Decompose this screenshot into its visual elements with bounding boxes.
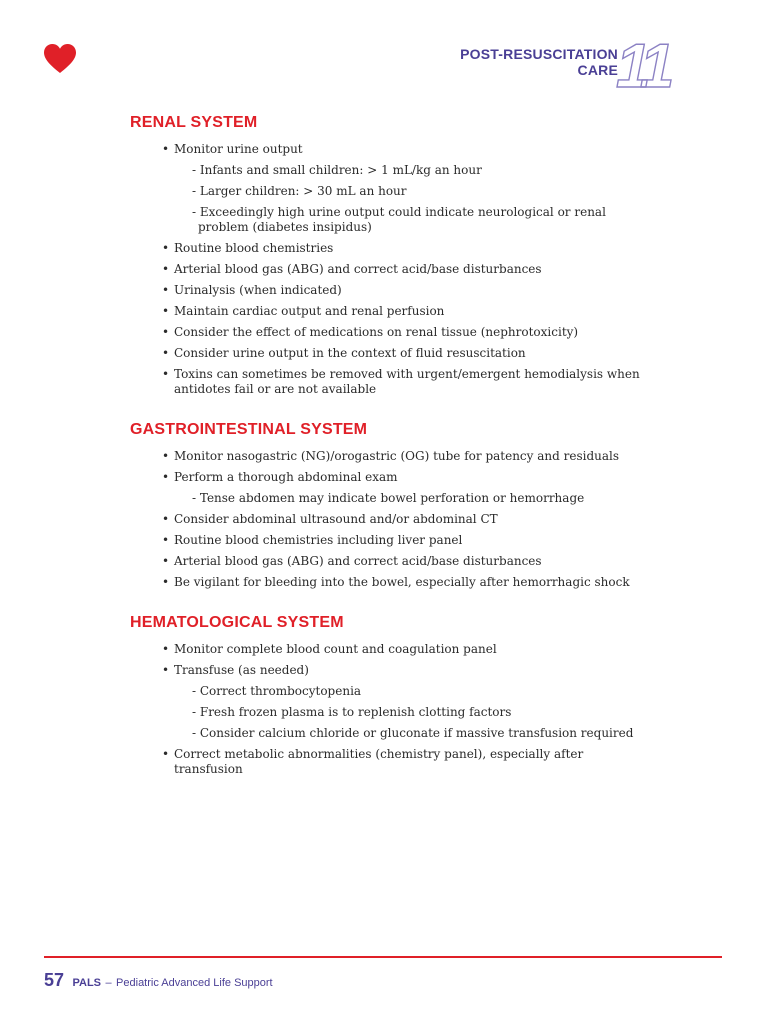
chapter-title-line2: CARE <box>577 62 618 78</box>
footer-divider <box>44 956 722 958</box>
list-item <box>130 304 650 319</box>
list-item-text: Consider urine output in the context of fluid resuscitation <box>174 346 526 360</box>
list-item-text: Arterial blood gas (ABG) and correct acid/base disturbances <box>174 262 542 276</box>
sub-list <box>174 684 650 741</box>
list-item-text: Correct metabolic abnormalities (chemistry panel), especially after transfusion <box>174 747 584 776</box>
heart-icon <box>44 44 76 74</box>
section-title: HEMATOLOGICAL SYSTEM <box>130 614 344 631</box>
footer-subtitle: Pediatric Advanced Life Support <box>116 977 273 989</box>
sub-list-item: - Fresh frozen plasma is to replenish clotting factors <box>192 705 512 719</box>
list-item-text: Monitor nasogastric (NG)/orogastric (OG) tube for patency and residuals <box>174 449 620 463</box>
list-item <box>130 241 650 256</box>
sub-list <box>174 491 650 506</box>
chapter-number: 11 <box>616 32 669 101</box>
list-item-text: Toxins can sometimes be removed with urgent/emergent hemodialysis when antidotes fail or are not available <box>174 367 640 396</box>
list-item-text: Monitor urine output <box>174 142 303 156</box>
sub-list <box>174 163 650 235</box>
list-item <box>130 554 650 569</box>
chapter-title-line1: POST-RESUSCITATION <box>460 46 618 62</box>
list-item <box>130 575 650 590</box>
list-item <box>130 449 650 464</box>
sub-list-item: - Consider calcium chloride or gluconate if massive transfusion required <box>192 726 634 740</box>
bullet-list <box>130 449 650 590</box>
list-item-text: Routine blood chemistries <box>174 241 334 255</box>
list-item-text: Maintain cardiac output and renal perfusion <box>174 304 445 318</box>
sub-list-item: - Correct thrombocytopenia <box>192 684 362 698</box>
list-item <box>130 470 650 506</box>
list-item-text: Arterial blood gas (ABG) and correct acid/base disturbances <box>174 554 542 568</box>
list-item <box>130 346 650 361</box>
list-item-text: Monitor complete blood count and coagulation panel <box>174 642 497 656</box>
list-item <box>130 663 650 741</box>
list-item-text: Transfuse (as needed) <box>174 663 309 677</box>
section-title: RENAL SYSTEM <box>130 114 258 131</box>
bullet-list <box>130 642 650 777</box>
bullet-list <box>130 142 650 397</box>
list-item-text: Be vigilant for bleeding into the bowel, especially after hemorrhagic shock <box>174 575 630 589</box>
footer-brand: PALS <box>72 977 102 989</box>
list-item <box>130 262 650 277</box>
list-item <box>130 533 650 548</box>
list-item <box>130 283 650 298</box>
list-item-text: Consider abdominal ultrasound and/or abdominal CT <box>174 512 498 526</box>
section <box>130 114 650 397</box>
list-item <box>130 325 650 340</box>
list-item-text: Urinalysis (when indicated) <box>174 283 342 297</box>
main-content <box>130 114 650 783</box>
list-item-text: Perform a thorough abdominal exam <box>174 470 398 484</box>
section-title: GASTROINTESTINAL SYSTEM <box>130 421 368 438</box>
list-item <box>130 747 650 777</box>
list-item-text: Consider the effect of medications on renal tissue (nephrotoxicity) <box>174 325 579 339</box>
page-number: 57 <box>44 970 65 990</box>
list-item <box>130 642 650 657</box>
sub-list-item: - Tense abdomen may indicate bowel perforation or hemorrhage <box>192 491 585 505</box>
footer-separator: – <box>105 977 112 989</box>
list-item <box>130 142 650 235</box>
list-item-text: Routine blood chemistries including liver panel <box>174 533 463 547</box>
section <box>130 421 650 590</box>
sub-list-item: - Larger children: > 30 mL an hour <box>192 184 407 198</box>
chapter-title <box>460 46 618 78</box>
footer <box>44 970 273 991</box>
sub-list-item: - Infants and small children: > 1 mL/kg an hour <box>192 163 482 177</box>
sub-list-item: - Exceedingly high urine output could indicate neurological or renal problem (diabetes insipidus) <box>192 205 606 234</box>
list-item <box>130 512 650 527</box>
section <box>130 614 650 777</box>
list-item <box>130 367 650 397</box>
